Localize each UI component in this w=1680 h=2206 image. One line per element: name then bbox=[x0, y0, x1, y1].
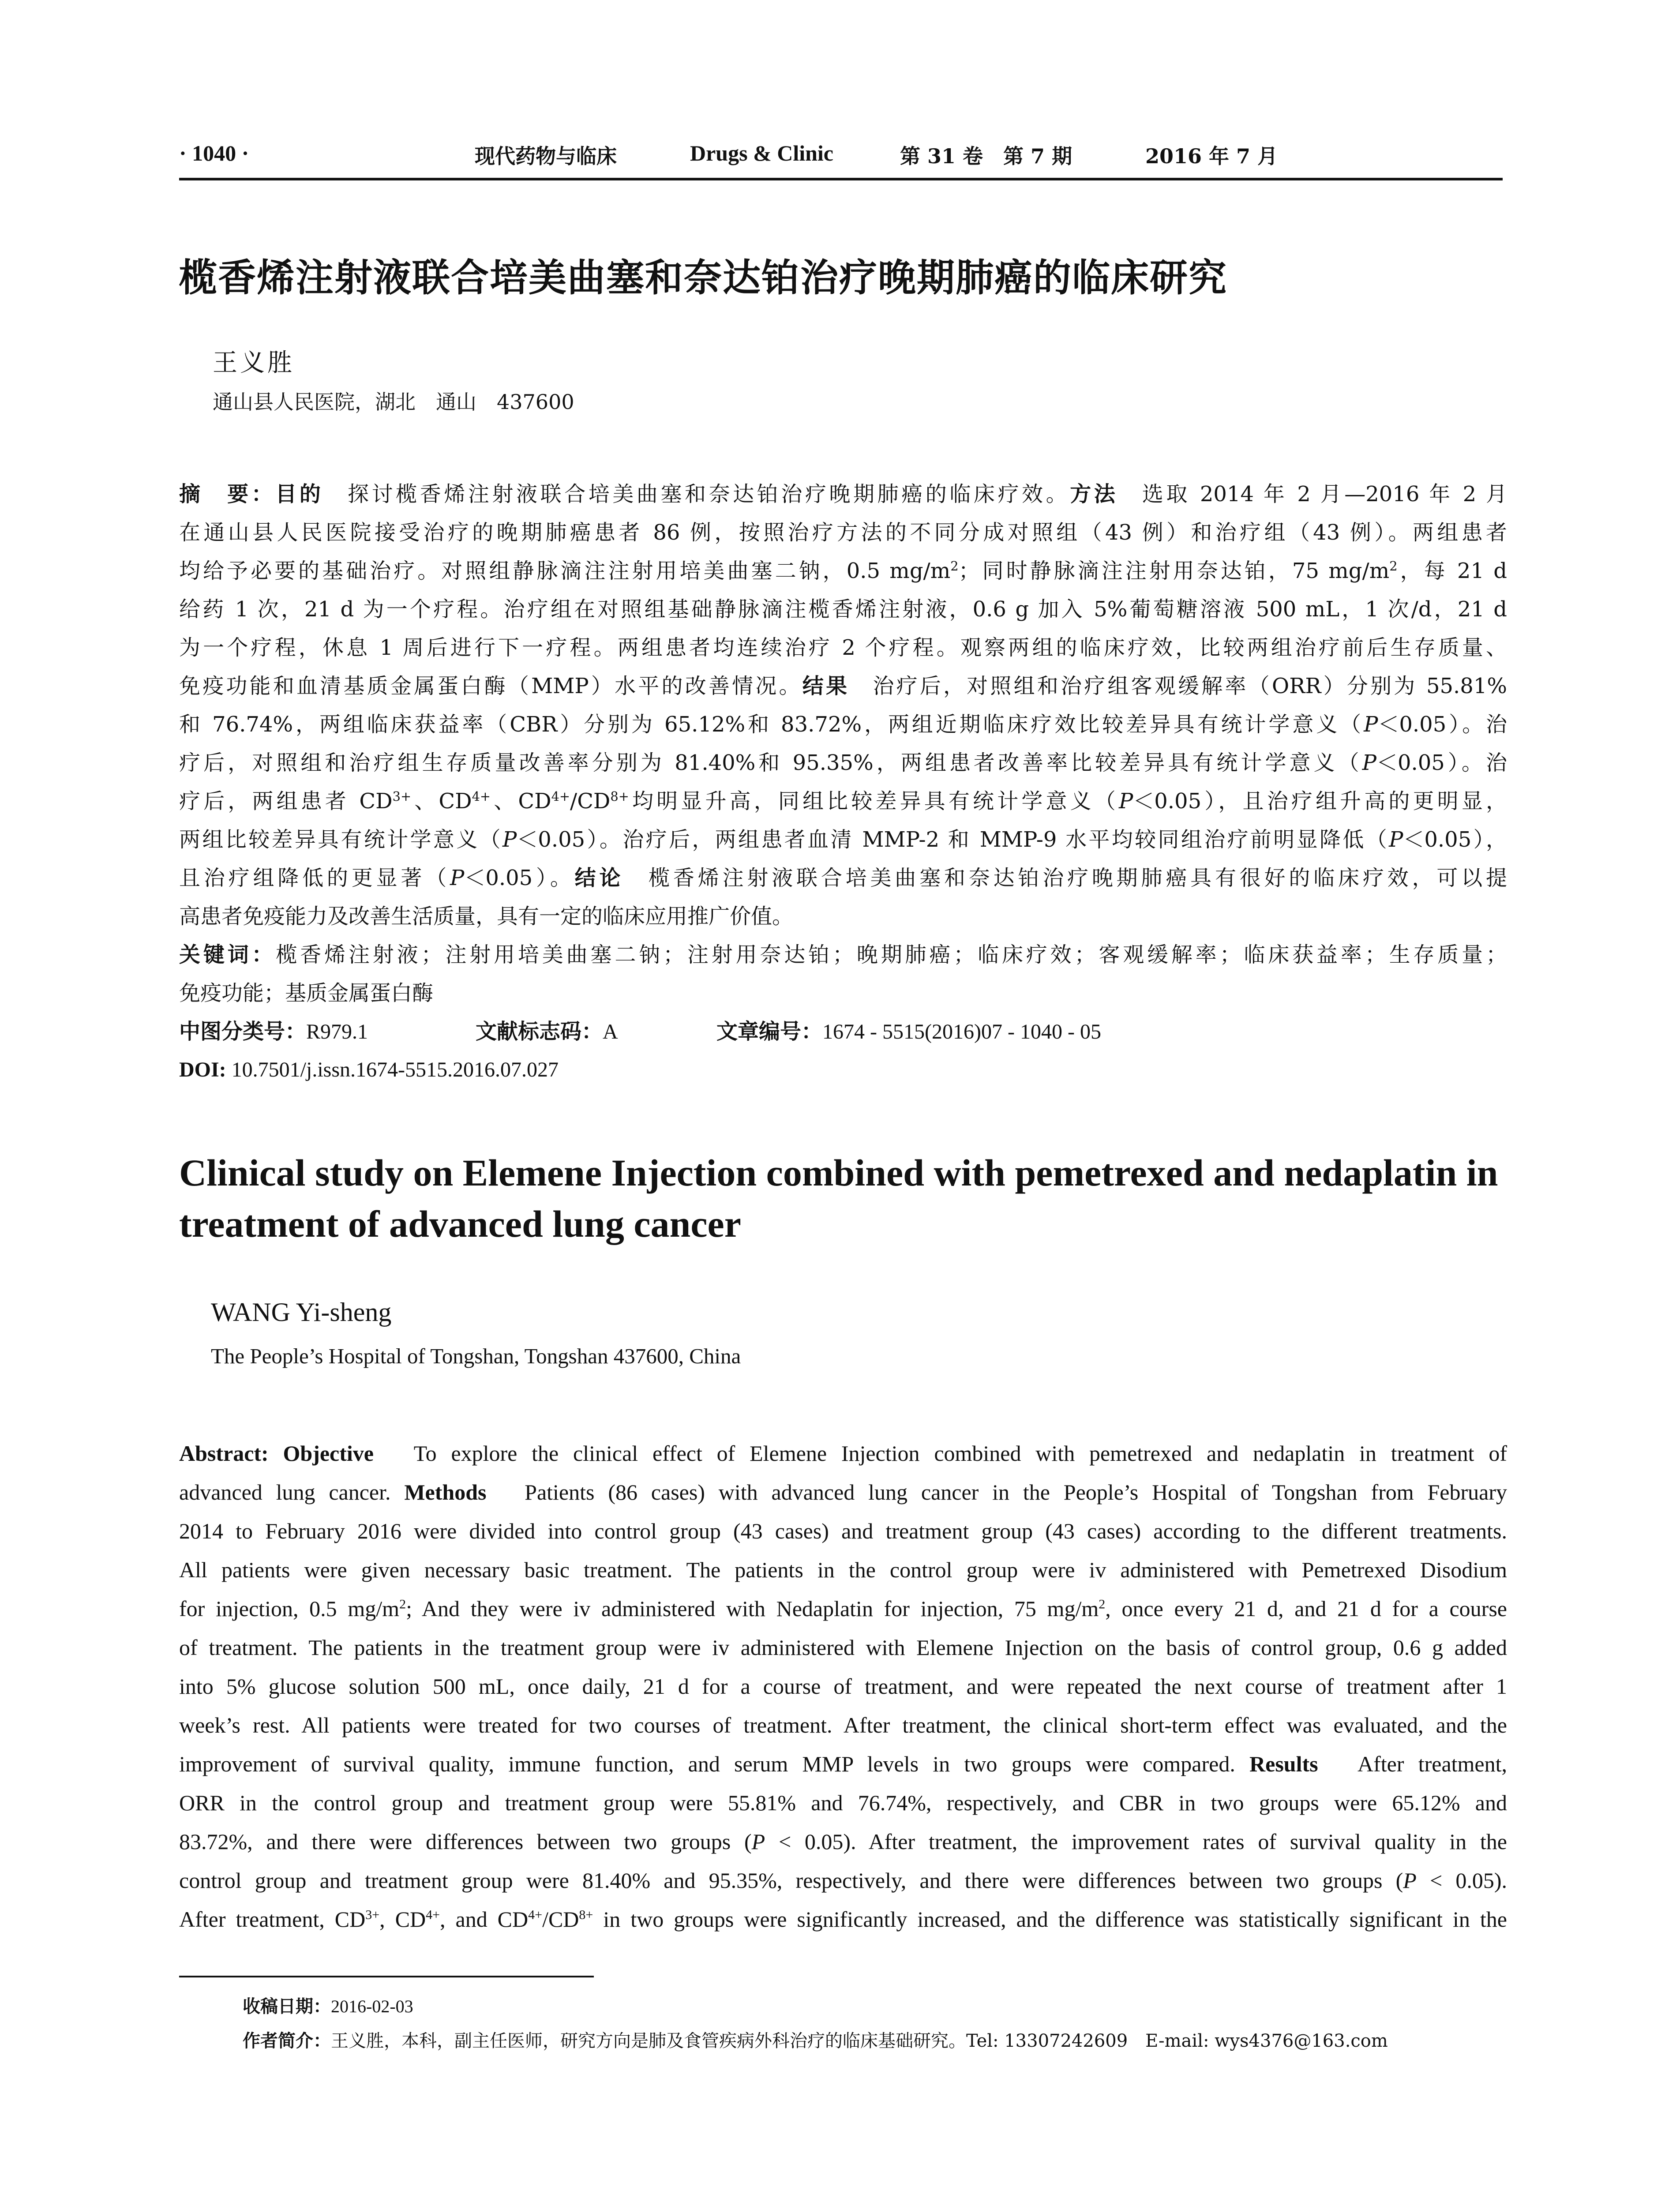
p-symbol: P bbox=[1364, 712, 1378, 737]
p-symbol: P bbox=[450, 866, 465, 890]
title-en: Clinical study on Elemene Injection combined with pemetrexed and nedaplatin in treatment of advanced lung cancer bbox=[179, 1152, 1498, 1245]
abstract-text: After treatment, bbox=[1318, 1752, 1507, 1776]
abstract-text: in two groups were significantly increased, and the difference was statistically significant in the bbox=[593, 1907, 1507, 1932]
abstract-text: To explore the clinical effect of Elemene Injection combined with pemetrexed and nedaplatin in treatment of bbox=[373, 1441, 1507, 1466]
article-no-label: 文章编号： bbox=[716, 1019, 823, 1044]
abstract-text: < 0.05). After treatment, the improvement rates of survival quality in the bbox=[765, 1829, 1507, 1854]
title-cn: 榄香烯注射液联合培美曲塞和奈达铂治疗晚期肺癌的临床研究 bbox=[179, 256, 1227, 300]
abstract-en-line bbox=[179, 1751, 1507, 1777]
abstract-text: for injection, 0.5 mg/m bbox=[179, 1596, 400, 1621]
abstract-text: ，每 21 d bbox=[1397, 559, 1507, 583]
journal-name-cn: 现代药物与临床 bbox=[475, 144, 617, 168]
abstract-text: ＜0.05）， bbox=[1403, 827, 1507, 852]
abstract-text: Patients (86 cases) with advanced lung cancer in the People’s Hospital of Tongshan from February bbox=[486, 1480, 1507, 1504]
keywords-text: 榄香烯注射液；注射用培美曲塞二钠；注射用奈达铂；晚期肺癌；临床疗效；客观缓解率；临床获益率；生存质量； bbox=[276, 942, 1507, 967]
keywords-line: 免疫功能；基质金属蛋白酶 bbox=[179, 981, 434, 1005]
footnote-received bbox=[243, 1995, 1513, 2018]
abstract-en-line bbox=[179, 1595, 1507, 1622]
footnote-rule bbox=[179, 1976, 594, 1977]
abstract-text: ＜0.05），且治疗组升高的更明显， bbox=[1133, 789, 1507, 814]
abstract-text: , once every 21 d, and 21 d for a course bbox=[1105, 1596, 1507, 1621]
abstract-text: 且治疗组降低的更显著（ bbox=[179, 866, 450, 890]
author-cn: 王义胜 bbox=[213, 349, 295, 377]
page-number: · 1040 · bbox=[179, 141, 249, 165]
abstract-text: 两组比较差异具有统计学意义（ bbox=[179, 827, 502, 852]
affiliation-en: The People’s Hospital of Tongshan, Tongshan 437600, China bbox=[211, 1344, 741, 1368]
abstract-cn-line bbox=[179, 826, 1507, 853]
doi-line bbox=[179, 1057, 1507, 1083]
p-symbol: P bbox=[751, 1829, 765, 1854]
abstract-text: 、CD bbox=[411, 789, 472, 814]
abstract-cn-line bbox=[179, 788, 1507, 814]
abstract-en-line bbox=[179, 1906, 1507, 1932]
abstract-text: 选取 2014 年 2 月—2016 年 2 月 bbox=[1118, 482, 1507, 506]
abstract-cn-line: 给药 1 次，21 d 为一个疗程。治疗组在对照组基础静脉滴注榄香烯注射液，0.6 g 加入 5%葡萄糖溶液 500 mL，1 次/d，21 d bbox=[179, 597, 1507, 622]
abstract-text: 83.72%, and there were differences between two groups ( bbox=[179, 1829, 752, 1854]
abstract-text: advanced lung cancer. bbox=[179, 1480, 391, 1504]
abstract-en-line: All patients were given necessary basic treatment. The patients in the control group were iv administered with Pemetrexed Disodium bbox=[179, 1557, 1507, 1582]
abstract-en-line: of treatment. The patients in the treatment group were iv administered with Elemene Injection on the basis of control group, 0.6 g added bbox=[179, 1635, 1507, 1660]
doc-code-label: 文献标志码： bbox=[476, 1019, 603, 1044]
p-symbol: P bbox=[1118, 789, 1133, 814]
superscript: 2 bbox=[1099, 1597, 1106, 1612]
abstract-text: , CD bbox=[379, 1907, 426, 1932]
running-header bbox=[179, 140, 1503, 176]
superscript: 3+ bbox=[392, 789, 412, 804]
abstract-text: /CD bbox=[570, 789, 611, 814]
author-en: WANG Yi-sheng bbox=[211, 1298, 392, 1327]
methods-label: 方法 bbox=[1070, 482, 1118, 506]
superscript: 4+ bbox=[551, 789, 570, 804]
doc-code-value: A bbox=[603, 1020, 618, 1043]
p-symbol: P bbox=[1389, 827, 1403, 852]
superscript: 4+ bbox=[528, 1907, 543, 1922]
abstract-text: control group and treatment group were 81.40% and 95.35%, respectively, and there were differences between two groups ( bbox=[179, 1868, 1403, 1893]
abstract-en-line: week’s rest. All patients were treated for two courses of treatment. After treatment, the clinical short-term effect was evaluated, and the bbox=[179, 1713, 1507, 1737]
abstract-text: /CD bbox=[542, 1907, 579, 1932]
doc-code bbox=[476, 1018, 618, 1045]
abstract-text: 和 76.74%，两组临床获益率（CBR）分别为 65.12%和 83.72%，两组近期临床疗效比较差异具有统计学意义（ bbox=[179, 712, 1364, 737]
abstract-en-line bbox=[179, 1440, 1507, 1467]
abstract-text: After treatment, CD bbox=[179, 1907, 366, 1932]
abstract-text: ＜0.05）。治 bbox=[1376, 750, 1507, 775]
keywords-line bbox=[179, 942, 1507, 968]
abstract-en-line bbox=[179, 1479, 1507, 1505]
superscript: 4+ bbox=[472, 789, 491, 804]
abstract-cn-line: 高患者免疫能力及改善生活质量，具有一定的临床应用推广价值。 bbox=[179, 904, 794, 929]
keywords-label: 关键词： bbox=[179, 942, 276, 967]
abstract-cn-line: 在通山县人民医院接受治疗的晚期肺癌患者 86 例，按照治疗方法的不同分成对照组（43 例）和治疗组（43 例）。两组患者 bbox=[179, 520, 1507, 545]
abstract-cn-line bbox=[179, 711, 1507, 738]
abstract-text: ＜0.05）。 bbox=[464, 866, 575, 890]
abstract-cn-line bbox=[179, 750, 1507, 776]
superscript: 3+ bbox=[365, 1907, 380, 1922]
classification-line bbox=[179, 1018, 1507, 1045]
header-rule bbox=[179, 178, 1503, 180]
objective-text: 探讨榄香烯注射液联合培美曲塞和奈达铂治疗晚期肺癌的临床疗效。 bbox=[323, 482, 1070, 506]
clc-label: 中图分类号： bbox=[179, 1019, 307, 1044]
volume-issue: 第 31 卷 第 7 期 bbox=[900, 144, 1072, 168]
issue-date: 2016 年 7 月 bbox=[1145, 144, 1278, 168]
results-label-en: Results bbox=[1249, 1752, 1318, 1776]
p-symbol: P bbox=[1403, 1868, 1417, 1893]
abstract-text: , and CD bbox=[440, 1907, 529, 1932]
abstract-text: 榄香烯注射液联合培美曲塞和奈达铂治疗晚期肺癌具有很好的临床疗效，可以提 bbox=[624, 866, 1507, 890]
abstract-label: 摘 要： bbox=[179, 482, 276, 506]
abstract-text: ; And they were iv administered with Nedaplatin for injection, 75 mg/m bbox=[406, 1596, 1099, 1621]
abstract-text: ；同时静脉滴注注射用奈达铂，75 mg/m bbox=[958, 559, 1390, 583]
doi-link[interactable]: 10.7501/j.issn.1674-5515.2016.07.027 bbox=[231, 1058, 559, 1081]
abstract-en-line: 2014 to February 2016 were divided into control group (43 cases) and treatment group (43 cases) according to the different treatments. bbox=[179, 1519, 1507, 1543]
superscript: 4+ bbox=[426, 1907, 440, 1922]
bio-label: 作者简介： bbox=[243, 2031, 331, 2051]
abstract-text: 疗后，两组患者 CD bbox=[179, 789, 393, 814]
footnote-bio bbox=[243, 2030, 1513, 2052]
abstract-en-line: ORR in the control group and treatment group were 55.81% and 76.74%, respectively, and CBR in two groups were 65.12% and bbox=[179, 1790, 1507, 1815]
affiliation-cn: 通山县人民医院，湖北 通山 437600 bbox=[213, 390, 574, 414]
abstract-cn-line bbox=[179, 673, 1507, 699]
superscript: 8+ bbox=[579, 1907, 593, 1922]
abstract-en-line bbox=[179, 1867, 1507, 1894]
abstract-text: 治疗后，对照组和治疗组客观缓解率（ORR）分别为 55.81% bbox=[849, 674, 1507, 698]
abstract-text: ＜0.05）。治 bbox=[1378, 712, 1507, 737]
objective-label: 目的 bbox=[275, 482, 324, 506]
abstract-en-line bbox=[179, 1828, 1507, 1855]
journal-name-en: Drugs & Clinic bbox=[690, 141, 833, 165]
abstract-text: 疗后，对照组和治疗组生存质量改善率分别为 81.40%和 95.35%，两组患者改善率比较差异具有统计学意义（ bbox=[179, 750, 1362, 775]
abstract-cn-line: 为一个疗程，休息 1 周后进行下一疗程。两组患者均连续治疗 2 个疗程。观察两组的临床疗效，比较两组治疗前后生存质量、 bbox=[179, 635, 1507, 660]
superscript: 2 bbox=[399, 1597, 406, 1612]
doi-label: DOI: bbox=[179, 1058, 226, 1081]
abstract-cn-line bbox=[179, 481, 1507, 507]
abstract-text: 免疫功能和血清基质金属蛋白酶（MMP）水平的改善情况。 bbox=[179, 674, 802, 698]
results-label: 结果 bbox=[802, 674, 850, 698]
received-date: 2016-02-03 bbox=[331, 1996, 413, 2016]
abstract-text: improvement of survival quality, immune function, and serum MMP levels in two groups were compared. bbox=[179, 1752, 1235, 1776]
abstract-label-en: Abstract: Objective bbox=[179, 1441, 374, 1466]
conclusion-label: 结论 bbox=[574, 866, 624, 890]
abstract-text: < 0.05). bbox=[1416, 1868, 1507, 1893]
methods-label-en: Methods bbox=[404, 1480, 487, 1504]
article-no-value: 1674 - 5515(2016)07 - 1040 - 05 bbox=[822, 1020, 1101, 1043]
superscript: 8+ bbox=[610, 789, 629, 804]
abstract-text: 均给予必要的基础治疗。对照组静脉滴注注射用培美曲塞二钠，0.5 mg/m bbox=[179, 559, 951, 583]
bio-text: 王义胜，本科，副主任医师，研究方向是肺及食管疾病外科治疗的临床基础研究。Tel: 13307242609 E-mail: wys4376@163.com bbox=[331, 2031, 1388, 2051]
p-symbol: P bbox=[1362, 750, 1376, 775]
abstract-text: ＜0.05）。治疗后，两组患者血清 MMP-2 和 MMP-9 水平均较同组治疗前明显降低（ bbox=[517, 827, 1389, 852]
superscript: 2 bbox=[1389, 559, 1398, 574]
p-symbol: P bbox=[502, 827, 517, 852]
abstract-cn-line bbox=[179, 865, 1507, 891]
abstract-text: 均明显升高，同组比较差异具有统计学意义（ bbox=[629, 789, 1119, 814]
abstract-text: 、CD bbox=[491, 789, 551, 814]
superscript: 2 bbox=[950, 559, 959, 574]
received-label: 收稿日期： bbox=[243, 1996, 331, 2017]
abstract-cn-line bbox=[179, 558, 1507, 584]
abstract-en-line: into 5% glucose solution 500 mL, once daily, 21 d for a course of treatment, and were repeated the next course of treatment after 1 bbox=[179, 1674, 1507, 1699]
clc-value: R979.1 bbox=[306, 1020, 368, 1043]
article-number bbox=[716, 1018, 1101, 1045]
